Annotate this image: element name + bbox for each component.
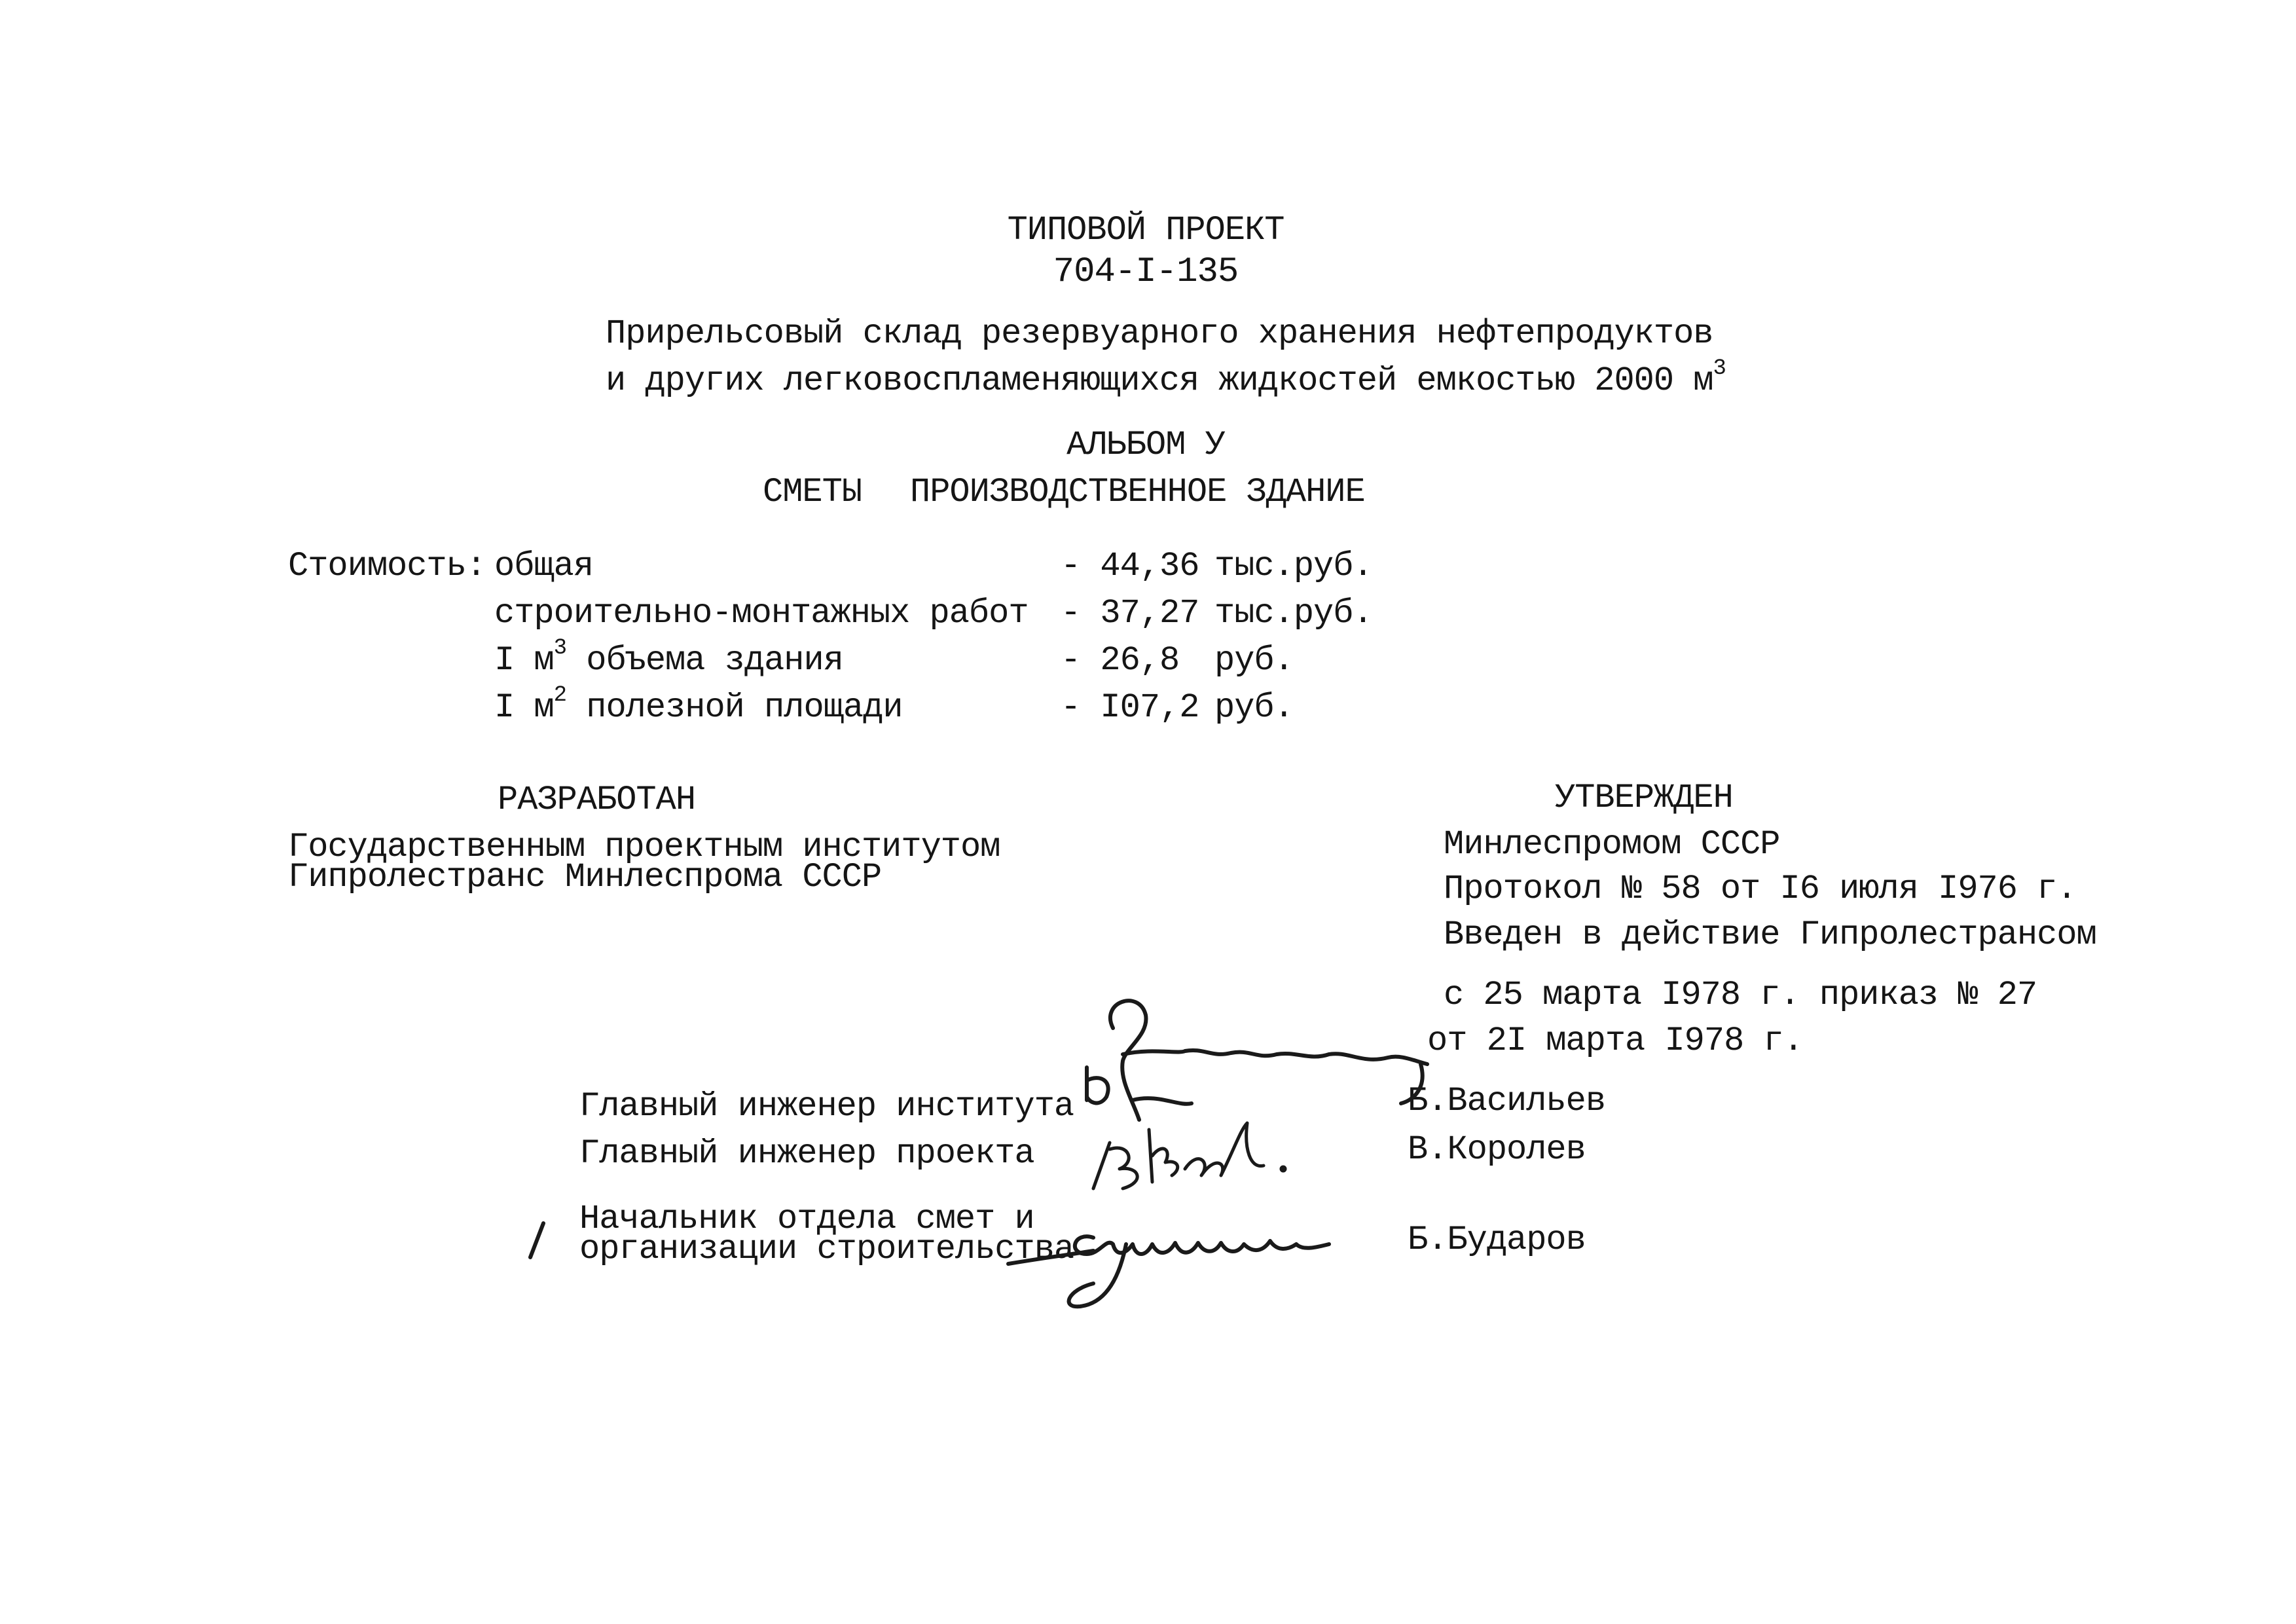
signatory-role-line2: организации строительства	[579, 1230, 1074, 1268]
cost-row-name-rest: объема здания	[566, 641, 843, 680]
cost-row-value: - 26,8	[1061, 641, 1180, 680]
cost-row-name-text: общая	[494, 547, 594, 585]
cost-row-name-text: строительно-монтажных работ	[494, 594, 1029, 633]
cost-row-name	[494, 545, 593, 587]
cost-row-sup: 3	[553, 635, 567, 661]
cost-row-unit: тыс.руб.	[1214, 547, 1373, 585]
approved-line4: с 25 марта I978 г. приказ № 27	[1444, 976, 2037, 1014]
cost-row-name-rest: полезной площади	[566, 688, 903, 727]
section-title: ПРОИЗВОДСТВЕННОЕ ЗДАНИЕ	[910, 473, 1365, 511]
approved-heading: УТВЕРЖДЕН	[1555, 779, 1733, 817]
cost-row-unit: руб.	[1214, 688, 1294, 727]
section-label: СМЕТЫ	[763, 473, 862, 511]
cost-row-name	[494, 682, 903, 729]
developed-line1: Государственным проектным институтом	[288, 828, 1000, 866]
signatory-name: Б.Бударов	[1408, 1221, 1586, 1259]
signature-korolev	[1074, 1103, 1309, 1195]
cost-row-unit: тыс.руб.	[1214, 594, 1373, 633]
project-title-unit-sup: 3	[1713, 356, 1726, 381]
cost-row-value: - 44,36	[1061, 547, 1199, 585]
album-title: АЛЬБОМ У	[1066, 426, 1225, 464]
cost-row-sup: 2	[553, 682, 567, 708]
developed-line2: Гипролестранс Минлеспрома СССР	[288, 858, 882, 896]
approved-line2: Протокол № 58 от I6 июля I976 г.	[1444, 870, 2077, 908]
signatory-name: В.Королев	[1408, 1130, 1586, 1169]
doc-type: ТИПОВОЙ ПРОЕКТ	[1007, 211, 1285, 249]
project-title-line2-text: и других легковоспламеняющихся жидкостей емкостью 2000 м	[606, 361, 1713, 400]
signatory-role: Главный инженер института	[579, 1087, 1074, 1126]
developed-heading: РАЗРАБОТАН	[498, 781, 696, 819]
cost-row-value: - I07,2	[1061, 688, 1199, 727]
cost-label: Стоимость:	[288, 547, 486, 585]
approved-line3: Введен в действие Гипролестрансом	[1444, 915, 2096, 954]
approved-line1: Минлеспромом СССР	[1444, 825, 1780, 864]
signatory-role-line1: Начальник отдела смет и	[579, 1200, 1034, 1238]
project-title-line1: Прирельсовый склад резервуарного хранения нефтепродуктов	[606, 314, 1713, 353]
margin-mark	[524, 1218, 550, 1264]
signatory-name: Б.Васильев	[1408, 1082, 1606, 1120]
signatory-role: Главный инженер проекта	[579, 1134, 1034, 1173]
cost-row-unit: руб.	[1214, 641, 1294, 680]
doc-number: 704-I-135	[1053, 252, 1239, 292]
cost-row-value: - 37,27	[1061, 594, 1199, 633]
approved-line5: от 2I марта I978 г.	[1427, 1022, 1803, 1060]
cost-row-name-text: I м	[494, 641, 554, 680]
signature-budarov	[995, 1192, 1362, 1316]
cost-row-name	[494, 635, 843, 682]
cost-row-name	[494, 593, 1029, 635]
cost-row-name-text: I м	[494, 688, 554, 727]
project-title-line2	[606, 356, 1726, 402]
